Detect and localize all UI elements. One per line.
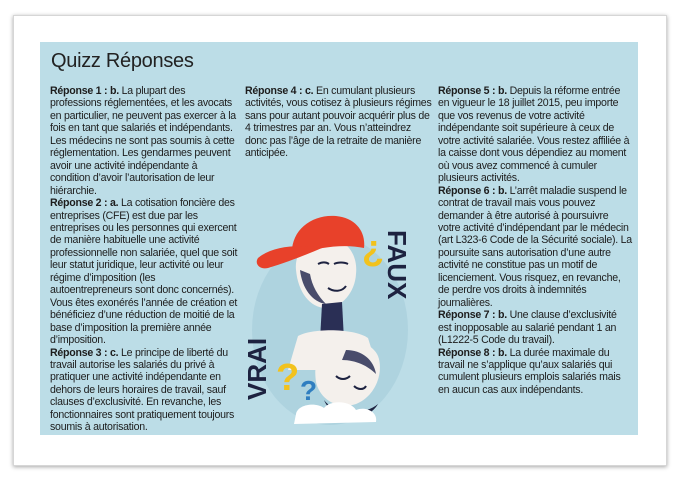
- column-3: [438, 85, 632, 396]
- answer-5: [438, 85, 632, 185]
- answer-7-label: Réponse 7 : b.: [438, 309, 507, 322]
- answer-1-text: La plupart des professions réglementées, et les avocats en particulier, ne peuvent pas exercer à la fois en tant que salariés et indépendants. Les médecins ne sont pas soumis à cette réglementation. Les gendarmes peuvent avoir une activité indépendante à condition d’avoir l’autorisation de leur hiérarchie.: [50, 85, 236, 197]
- answer-4-label: Réponse 4 : c.: [245, 85, 314, 97]
- inverted-question-mark-icon: ¿: [362, 227, 384, 268]
- column-1: [50, 85, 238, 434]
- page-title: Quizz Réponses: [51, 50, 194, 72]
- answer-2: [50, 197, 238, 346]
- answer-4: [245, 85, 433, 160]
- answer-4-text: En cumulant plusieurs activités, vous cotisez à plusieurs régimes sans pour autant pouvoir acquérir plus de 4 trimestres par an. Vous n’atteindrez donc pas l’âge de la retraite de manière anticipée.: [245, 85, 432, 160]
- answer-3-text: Le principe de liberté du travail autorise les salariés du privé à pratiquer une activité indépendante en dehors de leurs horaires de travail, sauf clauses d’exclusivité. En revanche, les fonctionnaires sont pratiquement toujours soumis à autorisation.: [50, 346, 235, 434]
- answer-6-text: L’arrêt maladie suspend le contrat de travail mais vous pouvez demander à être autorisé à poursuivre votre activité d’indépendant par le médecin (art L323-6 Code de la Sécurité sociale). La poursuite sans autorisation d’une autre activité ne constitue pas un motif de licenciement. Vous risquez, en revanche, de perdre vos droits à indemnités journalières.: [438, 184, 632, 309]
- answer-5-text: Depuis la réforme entrée en vigueur le 18 juillet 2015, peu importe que vos revenus de votre activité indépendante soit supérieure à ceux de votre activité salariée. Vous restez affiliée à la caisse dont vous dépendiez au moment où vous avez commencé à cumuler plusieurs activités.: [438, 85, 630, 185]
- answer-8-text: La durée maximale du travail ne s’applique qu’aux salariés qui cumulent plusieurs emplois salariés mais en aucun cas aux indépendants.: [438, 346, 621, 396]
- question-mark-icon: ?: [276, 357, 300, 399]
- answer-5-label: Réponse 5 : b.: [438, 85, 507, 97]
- answer-3: [50, 347, 238, 434]
- answer-3-label: Réponse 3 : c.: [50, 346, 119, 359]
- answer-8: [438, 347, 632, 397]
- answer-6: [438, 185, 632, 310]
- answer-1-label: Réponse 1 : b.: [50, 85, 119, 97]
- answer-6-label: Réponse 6 : b.: [438, 184, 507, 197]
- answer-2-label: Réponse 2 : a.: [50, 197, 119, 210]
- vrai-word: VRAI: [242, 337, 272, 400]
- faux-word: FAUX: [382, 230, 412, 300]
- answer-7: [438, 309, 632, 346]
- answer-2-text: La cotisation foncière des entreprises (CFE) est due par les entreprises ou les personnes qui exercent de manière habituelle une activité professionnelle non salariée, quel que soit leur statut juridique, leur activité ou leur régime d’imposition (les autoentrepreneurs sont donc concernés). Vous êtes exonérés l’année de création et bénéficiez d’une réduction de moitié de la base d’imposition la première année d’imposition.: [50, 197, 238, 347]
- vrai-faux-illustration: [238, 200, 423, 432]
- answer-8-label: Réponse 8 : b.: [438, 346, 507, 359]
- answer-7-text: Une clause d’exclusivité est inopposable au salarié pendant 1 an (L1222-5 Code du travail).: [438, 309, 617, 347]
- column-2: [245, 85, 433, 160]
- answer-1: [50, 85, 238, 197]
- small-question-mark-icon: ?: [300, 375, 318, 406]
